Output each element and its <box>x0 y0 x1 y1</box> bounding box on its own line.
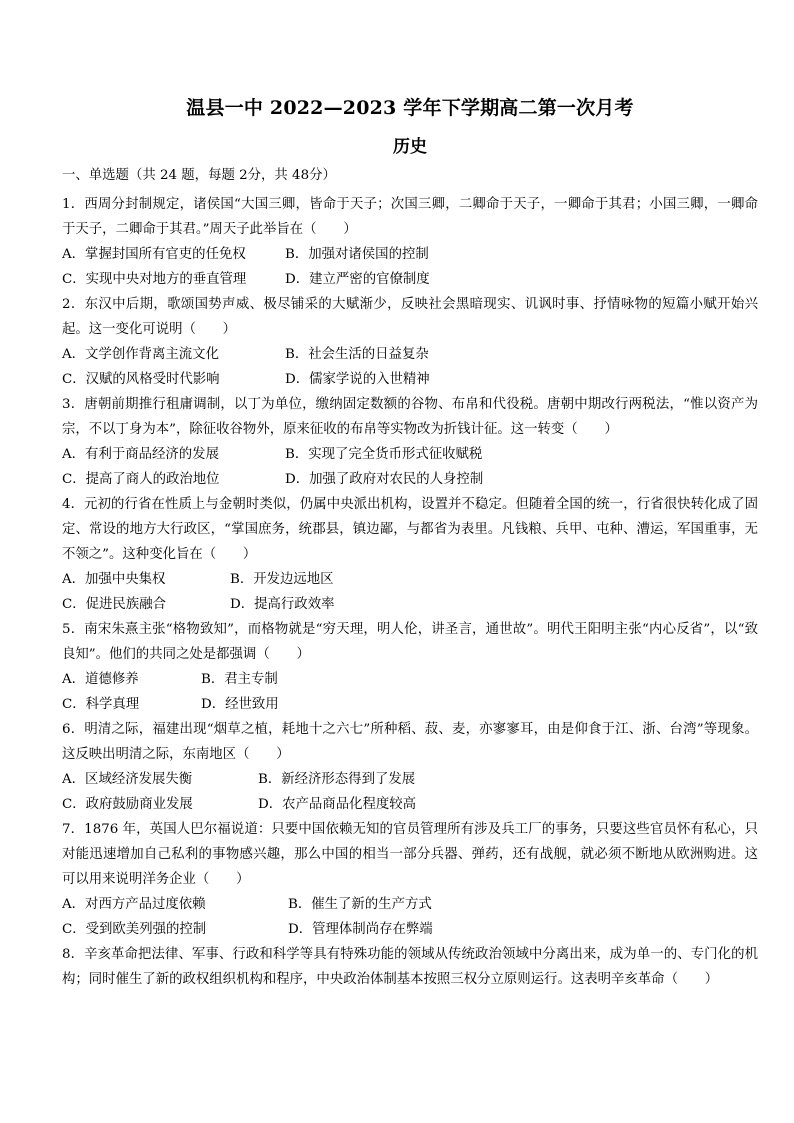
option-a: A．掌握封国所有官吏的任免权 <box>62 247 246 262</box>
question-stem: 7．1876 年，英国人巴尔福说道：只要中国依赖无知的官员管理所有涉及兵工厂的事务，只要这些官员怀有私心，只对能迅速增加自己私利的事物感兴趣，那么中国的相当一部分兵器、弹药，还有战舰，就必须不断地从欧洲购进。这可以用来说明洋务企业（ ） <box>62 822 758 887</box>
option-b: B．实现了完全货币形式征收赋税 <box>285 447 483 462</box>
question-stem: 8．辛亥革命把法律、军事、行政和科学等具有特殊功能的领域从传统政治领域中分离出来，成为单一的、专门化的机构；同时催生了新的政权组织机构和程序，中央政治体制基本按照三权分立原则运行。这表明辛亥革命（ ） <box>62 947 758 987</box>
exam-title: 温县一中 2022—2023 学年下学期高二第一次月考 <box>186 97 634 119</box>
question-6 <box>62 717 758 817</box>
option-list <box>62 442 758 492</box>
question-5 <box>62 617 758 717</box>
option-list <box>62 667 758 717</box>
question-stem: 3．唐朝前期推行租庸调制，以丁为单位，缴纳固定数额的谷物、布帛和代役税。唐朝中期改行两税法，“惟以资产为宗，不以丁身为本”，除征收谷物外，原来征收的布帛等实物改为折钱计征。这一转变（ ） <box>62 397 758 437</box>
option-list <box>62 767 758 817</box>
option-c: C．科学真理 <box>62 697 140 712</box>
option-list <box>62 567 758 617</box>
question-4 <box>62 492 758 617</box>
option-c: C．政府鼓励商业发展 <box>62 797 193 812</box>
option-list <box>62 892 758 942</box>
question-stem: 1．西周分封制规定，诸侯国“大国三卿，皆命于天子；次国三卿，二卿命于天子，一卿命于其君；小国三卿，一卿命于天子，二卿命于其君。”周天子此举旨在（ ） <box>62 197 758 237</box>
option-d: D．经世致用 <box>201 697 279 712</box>
question-8 <box>62 942 758 992</box>
question-2 <box>62 292 758 392</box>
option-c: C．受到欧美列强的控制 <box>62 922 207 937</box>
option-list <box>62 242 758 292</box>
option-d: D．建立严密的官僚制度 <box>285 272 430 287</box>
option-d: D．管理体制尚存在弊端 <box>288 922 433 937</box>
option-d: D．儒家学说的入世精神 <box>285 372 430 387</box>
option-c: C．促进民族融合 <box>62 597 166 612</box>
option-b: B．新经济形态得到了发展 <box>258 772 416 787</box>
question-1 <box>62 192 758 292</box>
option-b: B．加强对诸侯国的控制 <box>285 247 429 262</box>
option-d: D．农产品商品化程度较高 <box>258 797 417 812</box>
option-b: B．开发边远地区 <box>230 572 334 587</box>
option-a: A．文学创作背离主流文化 <box>62 347 219 362</box>
question-stem: 4．元初的行省在性质上与金朝时类似，仍属中央派出机构，设置并不稳定。但随着全国的统一，行省很快转化成了固定、常设的地方大行政区，“掌国庶务，统郡县，镇边鄙，与都省为表里。凡钱粮、兵甲、屯种、漕运，军国重事，无不领之”。这种变化旨在（ ） <box>62 497 758 562</box>
question-3 <box>62 392 758 492</box>
option-a: A．区域经济发展失衡 <box>62 772 193 787</box>
option-c: C．提高了商人的政治地位 <box>62 472 220 487</box>
option-a: A．道德修养 <box>62 672 139 687</box>
option-a: A．有利于商品经济的发展 <box>62 447 219 462</box>
option-b: B．催生了新的生产方式 <box>288 897 432 912</box>
question-stem: 5．南宋朱熹主张“格物致知”，而格物就是“穷天理，明人伦，讲圣言，通世故”。明代王阳明主张“内心反省”，以“致良知”。他们的共同之处是都强调（ ） <box>62 622 758 662</box>
option-d: D．加强了政府对农民的人身控制 <box>285 472 484 487</box>
subject-title: 历史 <box>393 137 427 157</box>
option-d: D．提高行政效率 <box>230 597 335 612</box>
option-c: C．实现中央对地方的垂直管理 <box>62 272 247 287</box>
option-list <box>62 342 758 392</box>
option-a: A．对西方产品过度依赖 <box>62 897 206 912</box>
option-b: B．君主专制 <box>201 672 278 687</box>
section-heading: 一、单选题（共 24 题，每题 2分，共 48分） <box>62 168 336 183</box>
option-c: C．汉赋的风格受时代影响 <box>62 372 220 387</box>
question-stem: 6．明清之际，福建出现“烟草之植，耗地十之六七”所种稻、菽、麦，亦寥寥耳，由是仰食于江、浙、台湾”等现象。这反映出明清之际，东南地区（ ） <box>62 722 758 762</box>
question-7 <box>62 817 758 942</box>
option-b: B．社会生活的日益复杂 <box>285 347 429 362</box>
question-stem: 2．东汉中后期，歌颂国势声威、极尽铺采的大赋渐少，反映社会黑暗现实、讥讽时事、抒情咏物的短篇小赋开始兴起。这一变化可说明（ ） <box>62 297 758 337</box>
option-a: A．加强中央集权 <box>62 572 166 587</box>
